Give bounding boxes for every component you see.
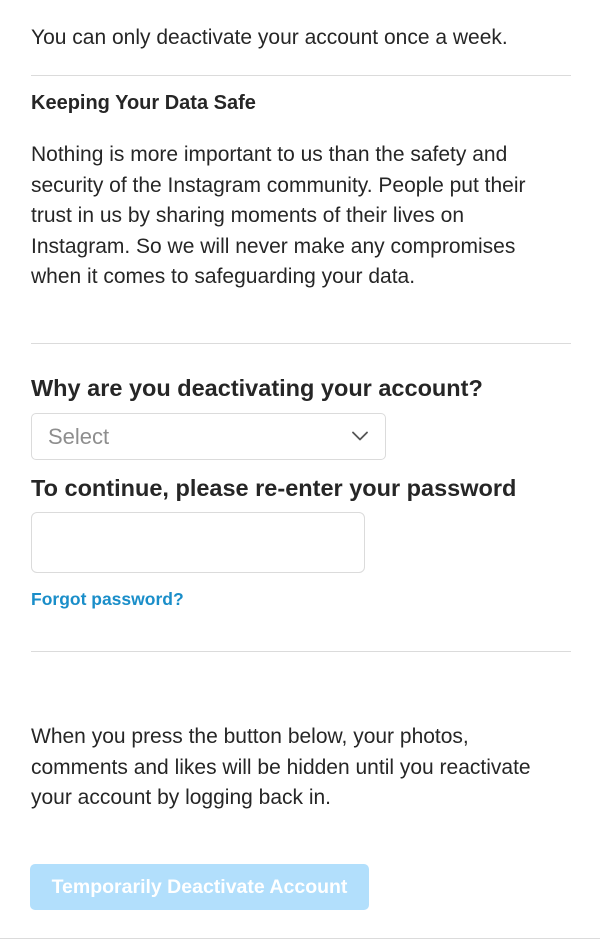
divider [31,651,571,652]
paragraph-line: Nothing is more important to us than the safety and [31,143,508,166]
deactivation-reason-select[interactable] [31,413,386,460]
password-label: To continue, please re-enter your password [31,475,517,501]
data-safe-heading: Keeping Your Data Safe [31,92,256,114]
paragraph-line: comments and likes will be hidden until you reactivate [31,755,531,779]
chevron-down-icon [352,431,368,441]
paragraph-line: When you press the button below, your photos, [31,725,469,748]
paragraph-line: security of the Instagram community. People put their [31,173,526,197]
divider [31,343,571,344]
data-safe-paragraph [31,140,571,293]
password-field[interactable] [31,512,365,573]
deactivation-limit-notice: You can only deactivate your account once a week. [31,26,508,49]
forgot-password-link[interactable]: Forgot password? [31,589,184,609]
deactivation-reason-label: Why are you deactivating your account? [31,375,483,401]
paragraph-line: when it comes to safeguarding your data. [31,265,416,288]
divider [31,75,571,76]
select-value: Select [48,424,110,449]
deactivation-info-paragraph [31,722,571,814]
temporarily-deactivate-button[interactable]: Temporarily Deactivate Account [30,864,369,910]
paragraph-line: Instagram. So we will never make any compromises [31,234,516,258]
bottom-divider [0,938,600,939]
paragraph-line: trust in us by sharing moments of their lives on [31,204,465,227]
paragraph-line: your account by logging back in. [31,786,332,809]
